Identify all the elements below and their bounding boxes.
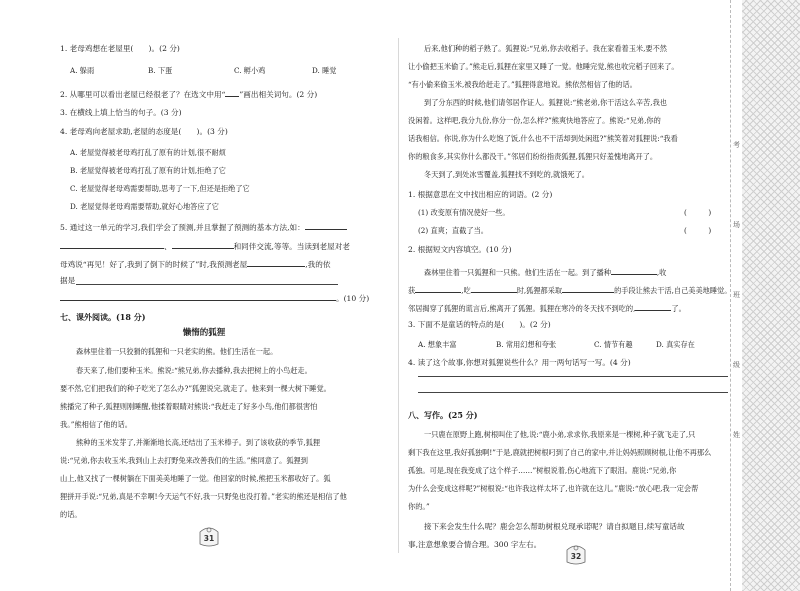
r-q2-text: ,吃 bbox=[461, 286, 471, 295]
question-3: 3. 在横线上填上恰当的句子。(3 分) bbox=[60, 108, 182, 117]
question-5-line2 bbox=[60, 240, 350, 252]
question-5-line3 bbox=[60, 258, 330, 270]
answer-blank[interactable] bbox=[611, 266, 657, 275]
r-q3-option-a: A. 想象丰富 bbox=[418, 340, 457, 349]
story-paragraph: “有小偷来偷玉米,被我给赶走了。”狐狸得意地说。熊依然相信了他的话。 bbox=[408, 80, 637, 89]
question-5-score-line bbox=[60, 292, 369, 304]
answer-blank[interactable] bbox=[415, 284, 461, 293]
left-page bbox=[0, 0, 398, 591]
question-4-stem: 4. 老母鸡向老屋求助,老屋的态度是( )。(3 分) bbox=[60, 127, 228, 136]
story-paragraph: 话我相信。你说,你为什么吃饱了饭,什么也不干活却到处闲逛?”熊笑着对狐狸说:“我看 bbox=[408, 134, 678, 143]
story-paragraph: 熊播完了种子,狐狸则刚睡醒,他揉着眼睛对熊说:“我赶走了好多小鸟,他们都很害怕 bbox=[60, 402, 318, 411]
q4-option-c: C. 老屋觉得老母鸡需要帮助,思考了一下,但还是拒绝了它 bbox=[70, 184, 250, 193]
option-c: C. 孵小鸡 bbox=[234, 66, 266, 75]
section-8-heading: 八、写作。(25 分) bbox=[408, 410, 478, 420]
question-5-line4 bbox=[60, 276, 75, 286]
wavy-line-mark bbox=[225, 88, 239, 97]
story-paragraph: 说:“兄弟,你去收玉米,我到山上去打野兔来改善我们的生活。”熊同意了。狐狸到 bbox=[60, 456, 308, 465]
binding-label: 姓 bbox=[733, 431, 740, 439]
writing-paragraph: 孤独。可是,现在我变成了这个样子……”树根说着,伤心地流下了眼泪。鹿说:“兄弟,你 bbox=[408, 466, 677, 475]
q5-text-f: 据是 bbox=[60, 276, 76, 285]
r-q1-item: (1) 改变原有情况使好一些。 bbox=[418, 208, 510, 217]
right-page bbox=[398, 0, 738, 591]
crosshatch-margin bbox=[742, 0, 800, 591]
story-paragraph: 春天来了,他们要种玉米。熊说:“熊兄弟,你去播种,我去把树上的小鸟赶走。 bbox=[76, 366, 312, 375]
r-q2-line2 bbox=[408, 284, 731, 296]
binding-label: 班 bbox=[733, 291, 740, 299]
q5-text-c: 和同伴交流,等等。当读到老屋对老 bbox=[233, 242, 350, 251]
story-paragraph: 到了分东西的时候,他们请邻居作证人。狐狸说:“熊老弟,你干活这么辛苦,我也 bbox=[424, 98, 667, 107]
writing-prompt: 事,注意想象要合情合理。300 字左右。 bbox=[408, 540, 542, 549]
q5-text-d: 母鸡说“再见！好了,我到了倒下的时候了”时,我预测老屋 bbox=[60, 260, 248, 269]
story-paragraph: 要不然,它们把我们的种子吃光了怎么办?”狐狸说完,就走了。他来到一棵大树下睡觉。 bbox=[60, 384, 331, 393]
r-q1-item: (2) 直爽；直截了当。 bbox=[418, 226, 488, 235]
story-paragraph: 熊种的玉米发芽了,并渐渐地长高,还结出了玉米棒子。到了该收获的季节,狐狸 bbox=[76, 438, 321, 447]
story-paragraph: 后来,他们种的稻子熟了。狐狸说:“兄弟,你去收稻子。我在家看着玉米,要不然 bbox=[424, 44, 667, 53]
r-q3-option-c: C. 情节有趣 bbox=[594, 340, 633, 349]
r-q2-line1 bbox=[424, 266, 666, 278]
answer-blank[interactable] bbox=[635, 302, 671, 311]
option-d: D. 睡觉 bbox=[312, 66, 337, 75]
q5-text-e: ,我的依 bbox=[305, 260, 331, 269]
r-q2-text: 获 bbox=[408, 286, 416, 295]
story-paragraph: 冬天到了,到处冰雪覆盖,狐狸找不到吃的,就饿死了。 bbox=[424, 170, 589, 179]
q5-score: 。(10 分) bbox=[336, 294, 370, 303]
question-2-text: 2. 从哪里可以看出老屋已经很老了？在选文中用“ bbox=[60, 90, 226, 99]
answer-blank[interactable] bbox=[172, 240, 234, 249]
story-paragraph: 没闲着。这样吧,我分九份,你分一份,怎么样?”熊爽快地答应了。熊说:“兄弟,你的 bbox=[408, 116, 661, 125]
binding-label: 考 bbox=[733, 141, 740, 149]
answer-blank[interactable] bbox=[471, 284, 517, 293]
r-question-4: 4. 读了这个故事,你想对狐狸说些什么？用一两句话写一写。(4 分) bbox=[408, 358, 631, 367]
story-paragraph: 狸拼开手说:“兄弟,真是不幸啊!今天运气不好,我一只野兔也没打着。”老实的熊还是相信了他 bbox=[60, 492, 347, 501]
binding-label: 级 bbox=[733, 361, 740, 369]
r-q2-text: 森林里住着一只狐狸和一只熊。他们生活在一起。到了播种 bbox=[424, 268, 611, 277]
r-q2-text: 的手段让熊去干活,自己美美地睡觉。 bbox=[614, 286, 732, 295]
r-question-2: 2. 根据短文内容填空。(10 分) bbox=[408, 245, 512, 254]
question-1-stem: 1. 老母鸡想在老屋里( )。(2 分) bbox=[60, 44, 180, 53]
question-5-line1 bbox=[60, 221, 347, 233]
writing-paragraph: 一只鹿在原野上跑,树根叫住了他,说:“鹿小弟,求求你,我原来是一棵树,种子就飞走了,只 bbox=[424, 430, 696, 439]
page-number: 31 bbox=[203, 534, 215, 543]
answer-line[interactable] bbox=[418, 392, 728, 393]
answer-blank[interactable] bbox=[60, 240, 164, 249]
question-2 bbox=[60, 88, 317, 100]
page-number-badge bbox=[563, 540, 589, 566]
q4-option-d: D. 老屋觉得老母鸡需要帮助,就好心地答应了它 bbox=[70, 202, 219, 211]
story-paragraph: 森林里住着一只狡猾的狐狸和一只老实的熊。他们生活在一起。 bbox=[76, 347, 278, 356]
answer-line[interactable] bbox=[418, 376, 728, 377]
answer-blank[interactable] bbox=[562, 284, 614, 293]
answer-blank[interactable] bbox=[247, 258, 305, 267]
page-number: 32 bbox=[570, 552, 582, 561]
r-q2-text: 了。 bbox=[671, 304, 686, 313]
story-paragraph: 让小偷把玉米偷了。”熊走后,狐狸在家里又睡了一觉。他睡完觉,熊也收完稻子回来了。 bbox=[408, 62, 679, 71]
story-paragraph: 你的粮食多,其实你什么都没干。”邻居们纷纷指责狐狸,狐狸只好羞愧地离开了。 bbox=[408, 152, 658, 161]
writing-paragraph: 为什么会变成这样呢?”树根说:“也许我这样太坏了,也许就在这儿。”鹿说:“放心吧,我一定会帮 bbox=[408, 484, 699, 493]
writing-paragraph: 你的。” bbox=[408, 502, 430, 511]
option-b: B. 下蛋 bbox=[148, 66, 173, 75]
story-paragraph: 的话。 bbox=[60, 510, 82, 519]
answer-paren[interactable]: ( ) bbox=[684, 208, 712, 217]
r-q3-option-d: D. 真实存在 bbox=[656, 340, 695, 349]
answer-line[interactable] bbox=[76, 284, 338, 285]
story-paragraph: 山上,他又找了一棵树躺在下面美美地睡了一觉。他回家的时候,熊把玉米都收好了。狐 bbox=[60, 474, 331, 483]
r-q2-text: 时,狐狸都采取 bbox=[516, 286, 563, 295]
r-q2-line3 bbox=[408, 302, 686, 314]
r-question-3: 3. 下面不是童话的特点的是( )。(2 分) bbox=[408, 320, 551, 329]
q5-text-b: 、 bbox=[164, 242, 172, 251]
option-a: A. 躲雨 bbox=[70, 66, 95, 75]
q4-option-b: B. 老屋觉得被老母鸡打乱了原有的计划,拒绝了它 bbox=[70, 166, 226, 175]
question-2-end: ”画出相关词句。(2 分) bbox=[239, 90, 318, 99]
answer-paren[interactable]: ( ) bbox=[684, 226, 712, 235]
story-paragraph: 我。”熊相信了他的话。 bbox=[60, 420, 132, 429]
section-7-heading: 七、课外阅读。(18 分) bbox=[60, 312, 146, 322]
writing-prompt: 接下来会发生什么呢？鹿会怎么帮助树根兑现承诺呢？请自拟题目,续写童话故 bbox=[424, 522, 685, 531]
r-q2-text: ,收 bbox=[656, 268, 667, 277]
answer-blank[interactable] bbox=[305, 221, 347, 230]
q5-text-a: 5. 通过这一单元的学习,我们学会了预测,并且掌握了预测的基本方法,如： bbox=[60, 223, 305, 232]
r-q2-text: 邻居揭穿了狐狸的谎言后,熊离开了狐狸。狐狸在寒冷的冬天找不到吃的, bbox=[408, 304, 636, 313]
story-title: 懒惰的狐狸 bbox=[182, 328, 226, 338]
r-question-1: 1. 根据意思在文中找出相应的词语。(2 分) bbox=[408, 190, 553, 199]
q4-option-a: A. 老屋觉得被老母鸡打乱了原有的计划,很不耐烦 bbox=[70, 148, 226, 157]
r-q3-option-b: B. 常用幻想和夸张 bbox=[496, 340, 557, 349]
binding-label: 场 bbox=[733, 221, 740, 229]
answer-blank[interactable] bbox=[60, 292, 336, 301]
page-number-badge bbox=[196, 522, 222, 548]
writing-paragraph: 剩下我在这里,我好孤独啊!”于是,鹿就把树根叼到了自己的家中,并让妈妈照顾树根,让他不再那么 bbox=[408, 448, 712, 457]
